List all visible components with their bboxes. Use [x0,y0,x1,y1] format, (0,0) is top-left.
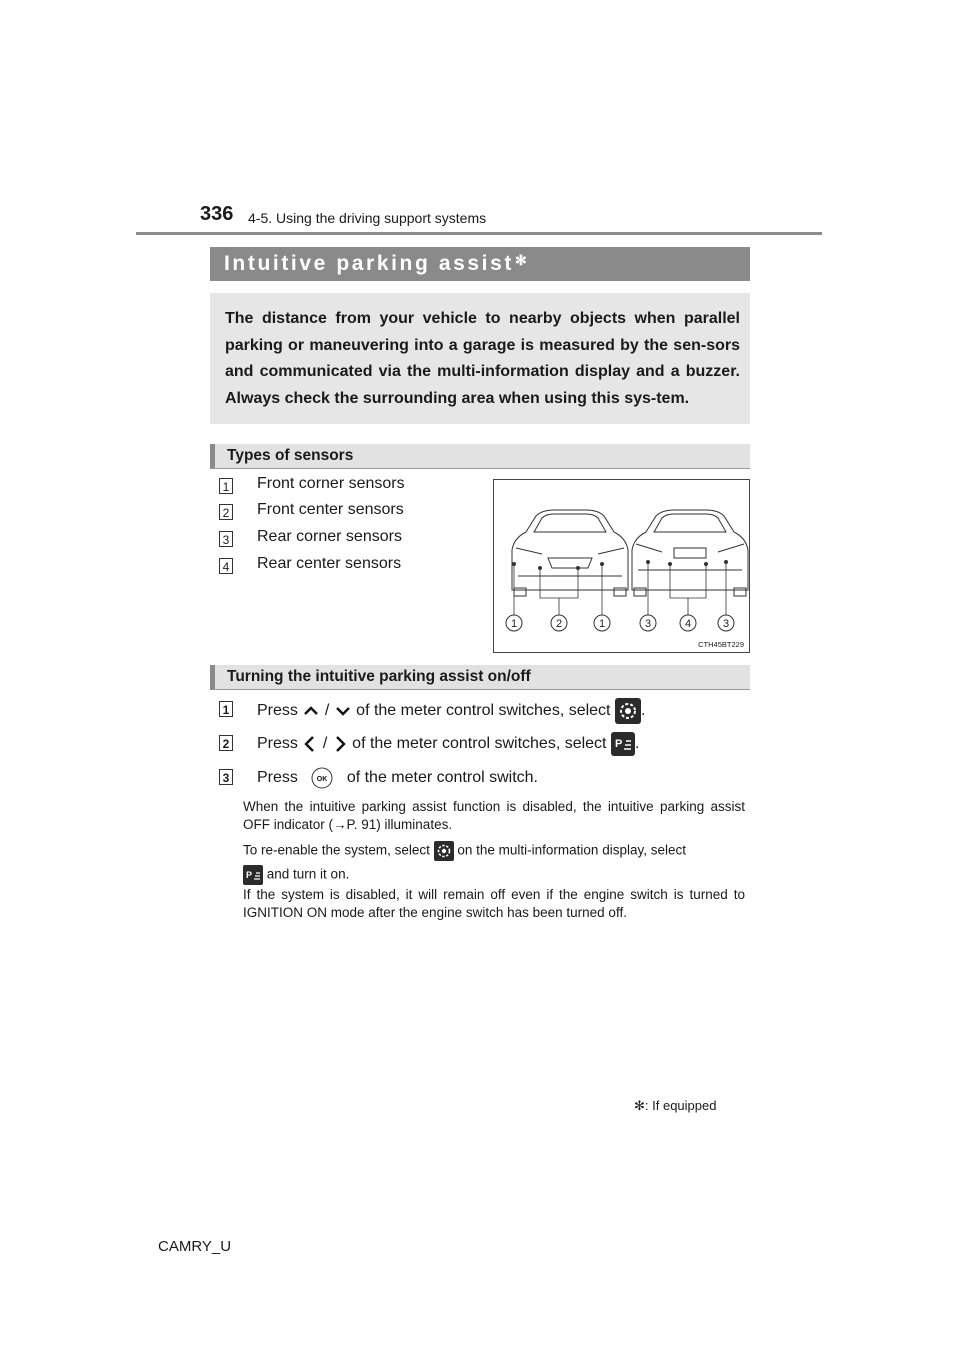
step-text [257,732,639,756]
note-re-enable-pre: To re-enable the system, select [243,842,430,858]
header-divider [136,232,822,235]
callout-1b: 1 [598,618,606,630]
sensor-number: 2 [219,504,233,520]
turning-on-off-heading-text: Turning the intuitive parking assist on/off [227,668,531,685]
parking-assist-icon [611,732,635,756]
note-re-enable-end: and turn it on. [266,866,350,882]
page-number: 336 [200,203,234,225]
step-press-label: Press [257,735,298,753]
sensor-number: 4 [219,558,233,574]
callout-1a: 1 [510,618,518,630]
intro-box [210,293,750,424]
step-description: of the meter control switches, select [356,702,611,720]
sensor-number: 3 [219,531,233,547]
turning-on-off-heading [210,665,750,690]
sensor-location-figure [493,479,750,653]
note-re-enable [243,841,745,885]
sensor-label: Front corner sensors [257,475,405,492]
footnote-symbol: ✻ [634,1098,645,1113]
step-3 [219,768,538,788]
types-of-sensors-heading-text: Types of sensors [227,447,354,464]
types-of-sensors-heading [210,444,750,469]
intro-text: The distance from your vehicle to nearby objects when parallel parking or maneuvering into a garage is measured by the sen-sors and communicated via the multi-information display and a buzzer. Always check the surrounding area when using this sys-tem. [225,310,740,407]
car-sensor-illustration [494,480,749,652]
section-title: 4-5. Using the driving support systems [248,210,487,226]
sensor-label: Rear center sensors [257,555,402,572]
sensor-number: 1 [219,478,233,494]
if-equipped-asterisk: ✻ [514,252,530,268]
step-period: . [640,702,646,720]
settings-gear-icon [615,698,641,724]
sensor-item-front-center [219,501,404,523]
step-separator: / [322,735,328,753]
footer-model-code: CAMRY_U [158,1238,232,1255]
ok-button-label: OK [317,776,328,783]
right-chevron-icon [332,735,348,753]
parking-assist-icon [243,865,263,885]
sensor-item-front-corner [219,475,405,497]
step-number: 3 [219,769,233,785]
note-re-enable-mid: on the multi-information display, select [457,842,686,858]
svg-text:P: P [614,738,623,750]
callout-3b: 3 [722,618,730,630]
step-1 [219,700,646,720]
callout-4: 4 [684,618,692,630]
step-2 [219,734,640,754]
page-title-text: Intuitive parking assist [224,252,514,275]
ok-button-icon [302,766,342,790]
note-disabled-indicator: When the intuitive parking assist function is disabled, the intuitive parking assist OFF indicator (→P. 91) illuminates. [243,799,745,832]
page-title [224,252,529,276]
left-chevron-icon [302,735,318,753]
step-text [257,766,538,790]
footnote [634,1098,716,1114]
note-re-enable-line2 [243,865,745,885]
callout-3a: 3 [644,618,652,630]
sensor-label: Front center sensors [257,501,404,518]
step-period: . [634,735,640,753]
step-description: of the meter control switches, select [352,735,607,753]
step-description: of the meter control switch. [346,769,538,787]
step-press-label: Press [257,702,298,720]
callout-2: 2 [555,618,563,630]
step-number: 2 [219,735,233,751]
note-remain-off: If the system is disabled, it will remain off even if the engine switch is turned to IGNITION ON mode after the engine switch has been turned off. [243,887,745,920]
step-text [257,698,645,724]
down-chevron-icon [334,705,352,717]
step-separator: / [324,702,330,720]
sensor-item-rear-corner [219,528,402,550]
settings-gear-icon [434,841,454,861]
step-number: 1 [219,701,233,717]
page-title-bar [210,247,750,281]
sensor-item-rear-center [219,555,402,577]
step-press-label: Press [257,769,298,787]
footnote-text: : If equipped [644,1098,717,1113]
figure-code: CTH45BT229 [698,640,744,649]
svg-text:P: P [246,870,253,880]
up-chevron-icon [302,705,320,717]
sensor-label: Rear corner sensors [257,528,402,545]
